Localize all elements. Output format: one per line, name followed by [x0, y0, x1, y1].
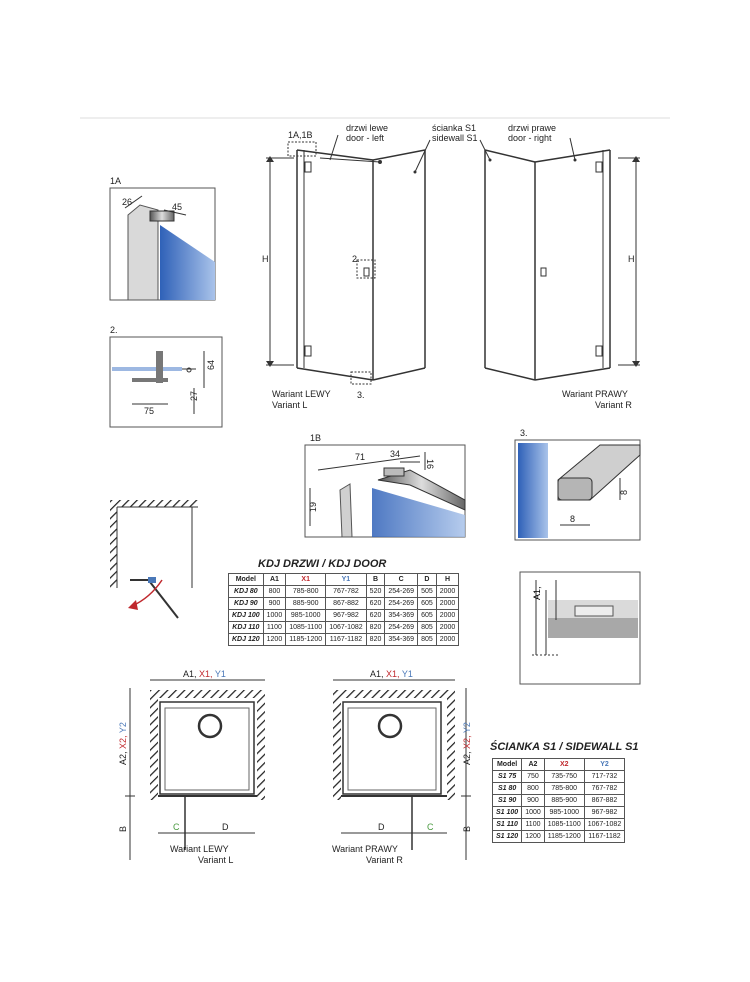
plan-variant-right-pl: Wariant PRAWY	[332, 844, 398, 854]
table-cell: 1085-1100	[286, 622, 326, 634]
table-cell: 1167-1182	[326, 634, 366, 646]
table-cell: 605	[418, 610, 437, 622]
detail-1b	[305, 433, 465, 537]
table-row	[229, 634, 459, 646]
elevation-left	[262, 123, 478, 410]
table-cell: KDJ 120	[229, 634, 264, 646]
table-cell: 1185-1200	[544, 831, 584, 843]
table-row	[229, 598, 459, 610]
dim-27: 27	[189, 390, 199, 401]
elevation-right	[480, 123, 640, 410]
s1-dimensions-table	[492, 758, 625, 843]
table-header-cell: D	[418, 574, 437, 586]
variant-left-pl: Wariant LEWY	[272, 389, 331, 399]
plan-right-top-dim: A1, X1, Y1	[370, 669, 413, 679]
table-cell: 805	[418, 634, 437, 646]
table-cell: 254-269	[385, 622, 418, 634]
dim-h-right: H	[628, 254, 635, 264]
table-cell: 785-800	[544, 783, 584, 795]
table-row	[493, 795, 625, 807]
sidewall-pl: ścianka S1	[432, 123, 477, 133]
detail-1a-title: 1A	[110, 176, 122, 186]
plan-variant-left-pl: Wariant LEWY	[170, 844, 229, 854]
label-3-elev: 3.	[357, 390, 365, 400]
table-row	[493, 783, 625, 795]
table-cell: 1200	[522, 831, 545, 843]
label-1a-1b: 1A,1B	[288, 130, 313, 140]
detail-1b-title: 1B	[310, 433, 322, 443]
table-row	[493, 771, 625, 783]
table-cell: S1 100	[493, 807, 522, 819]
table-cell: 1000	[263, 610, 286, 622]
table-cell: 520	[366, 586, 385, 598]
detail-3	[515, 428, 640, 540]
table-cell: 885-900	[544, 795, 584, 807]
table-cell: S1 80	[493, 783, 522, 795]
table-cell: 900	[522, 795, 545, 807]
plan-variant-left-en: Variant L	[198, 855, 234, 865]
plan-left-b: B	[118, 825, 128, 832]
table-cell: 800	[263, 586, 286, 598]
table-cell: KDJ 100	[229, 610, 264, 622]
plan-right-d: D	[378, 822, 385, 832]
table-cell: 985-1000	[286, 610, 326, 622]
table-cell: 785-800	[286, 586, 326, 598]
table-header-cell: Model	[493, 759, 522, 771]
table-cell: 354-369	[385, 610, 418, 622]
detail-2-title: 2.	[110, 325, 118, 335]
table-cell: KDJ 80	[229, 586, 264, 598]
detail-2	[110, 325, 222, 427]
table-cell: 767-782	[584, 783, 624, 795]
table-header-cell: Y1	[326, 574, 366, 586]
door-swing-detail	[110, 500, 198, 618]
table-cell: 800	[522, 783, 545, 795]
table-cell: 1067-1082	[584, 819, 624, 831]
table-cell: KDJ 110	[229, 622, 264, 634]
kdj-dimensions-table	[228, 573, 459, 646]
plan-left-c: C	[173, 822, 180, 832]
table-cell: 967-982	[584, 807, 624, 819]
table-cell: 1100	[263, 622, 286, 634]
table-row	[229, 610, 459, 622]
plan-right	[332, 669, 472, 865]
table-row	[493, 807, 625, 819]
mount-a1-x1-y1-label: A1,	[532, 586, 542, 600]
table-cell: 867-882	[584, 795, 624, 807]
table-header-cell: B	[366, 574, 385, 586]
table-cell: 717-732	[584, 771, 624, 783]
table-row	[229, 622, 459, 634]
variant-right-en: Variant R	[595, 400, 632, 410]
table-cell: S1 110	[493, 819, 522, 831]
table-cell: 1067-1082	[326, 622, 366, 634]
plan-left-top-dim: A1, X1, Y1	[183, 669, 226, 679]
kdj-table-title: KDJ DRZWI / KDJ DOOR	[258, 558, 387, 570]
table-cell: 750	[522, 771, 545, 783]
table-cell: 2000	[436, 586, 459, 598]
dim-71: 71	[355, 452, 366, 462]
table-cell: 985-1000	[544, 807, 584, 819]
table-cell: 354-369	[385, 634, 418, 646]
table-cell: 2000	[436, 598, 459, 610]
label-2-elev: 2.	[352, 254, 360, 264]
dim-45: 45	[172, 202, 183, 212]
table-header-cell: Model	[229, 574, 264, 586]
table-header-row	[493, 759, 625, 771]
table-cell: 2000	[436, 610, 459, 622]
table-cell: 820	[366, 622, 385, 634]
table-header-cell: Y2	[584, 759, 624, 771]
table-cell: 1167-1182	[584, 831, 624, 843]
table-header-cell: C	[385, 574, 418, 586]
plan-right-side-dim: A2, X2, Y2	[462, 722, 472, 765]
table-cell: 1200	[263, 634, 286, 646]
sidewall-mount-detail	[520, 572, 640, 684]
table-cell: 1185-1200	[286, 634, 326, 646]
plan-variant-right-en: Variant R	[366, 855, 403, 865]
detail-3-title: 3.	[520, 428, 528, 438]
dim-64: 64	[206, 359, 216, 370]
dim-75: 75	[144, 406, 155, 416]
door-left-pl: drzwi lewe	[346, 123, 389, 133]
plan-right-b: B	[462, 825, 472, 832]
table-cell: 867-882	[326, 598, 366, 610]
table-cell: 254-269	[385, 586, 418, 598]
table-cell: 505	[418, 586, 437, 598]
table-cell: 805	[418, 622, 437, 634]
table-row	[493, 819, 625, 831]
table-header-cell: X1	[286, 574, 326, 586]
table-cell: KDJ 90	[229, 598, 264, 610]
variant-right-pl: Wariant PRAWY	[562, 389, 628, 399]
table-cell: S1 75	[493, 771, 522, 783]
dim-34: 34	[390, 449, 401, 459]
table-cell: S1 120	[493, 831, 522, 843]
table-cell: 1000	[522, 807, 545, 819]
table-header-row	[229, 574, 459, 586]
table-cell: 900	[263, 598, 286, 610]
table-cell: 620	[366, 610, 385, 622]
table-cell: 885-900	[286, 598, 326, 610]
table-cell: 1085-1100	[544, 819, 584, 831]
sidewall-en: sidewall S1	[432, 133, 478, 143]
table-row	[493, 831, 625, 843]
dim-8-horizontal: 8	[570, 514, 576, 524]
door-right-en: door - right	[508, 133, 552, 143]
table-header-cell: H	[436, 574, 459, 586]
table-cell: 254-269	[385, 598, 418, 610]
door-left-en: door - left	[346, 133, 385, 143]
dim-16: 16	[425, 459, 435, 470]
dim-19: 19	[308, 501, 318, 512]
table-cell: S1 90	[493, 795, 522, 807]
table-header-cell: A2	[522, 759, 545, 771]
plan-right-c: C	[427, 822, 434, 832]
table-cell: 620	[366, 598, 385, 610]
variant-left-en: Variant L	[272, 400, 308, 410]
table-row	[229, 586, 459, 598]
table-cell: 1100	[522, 819, 545, 831]
table-cell: 967-982	[326, 610, 366, 622]
table-cell: 820	[366, 634, 385, 646]
table-cell: 735-750	[544, 771, 584, 783]
plan-left	[118, 669, 265, 865]
s1-table-title: ŚCIANKA S1 / SIDEWALL S1	[490, 741, 639, 753]
dim-8-vertical: 8	[619, 489, 629, 495]
table-cell: 2000	[436, 622, 459, 634]
plan-left-d: D	[222, 822, 229, 832]
dim-26: 26	[122, 197, 133, 207]
table-cell: 605	[418, 598, 437, 610]
table-cell: 2000	[436, 634, 459, 646]
dim-h-left: H	[262, 254, 269, 264]
table-cell: 767-782	[326, 586, 366, 598]
plan-left-side-dim: A2, X2, Y2	[118, 722, 128, 765]
detail-1a	[110, 176, 215, 300]
door-right-pl: drzwi prawe	[508, 123, 557, 133]
table-header-cell: A1	[263, 574, 286, 586]
table-header-cell: X2	[544, 759, 584, 771]
